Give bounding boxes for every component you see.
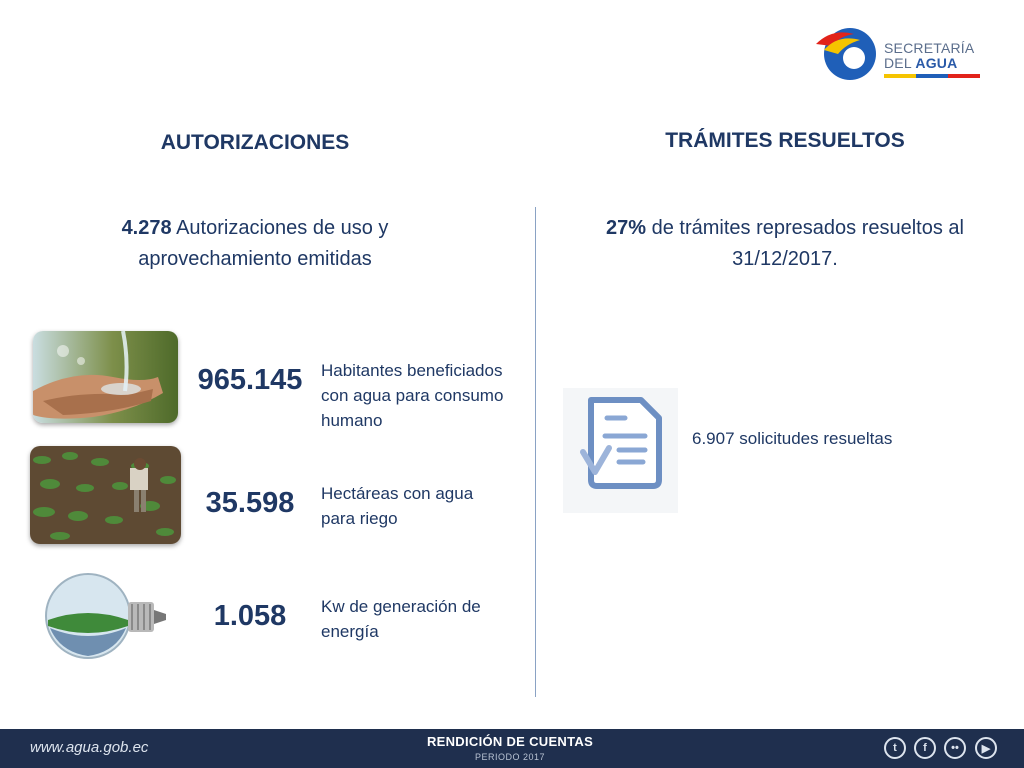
stat-value-hectareas: 35.598 — [205, 487, 295, 519]
facebook-icon[interactable]: f — [914, 737, 936, 759]
document-check-icon — [563, 388, 678, 513]
stat-value-kw: 1.058 — [213, 600, 287, 632]
autorizaciones-count: 4.278 — [121, 217, 172, 239]
footer-subtitle: PERIODO 2017 — [474, 752, 546, 762]
tramites-heading: TRÁMITES RESUELTOS — [665, 129, 905, 152]
solicitudes-resueltas-label: 6.907 solicitudes resueltas — [692, 429, 893, 448]
footer-title: RENDICIÓN DE CUENTAS — [426, 734, 594, 749]
stat-label-hectareas: Hectáreas con agua para riego — [321, 484, 474, 528]
secretaria-del-agua-logo — [810, 24, 985, 84]
logo-line-2a: DEL — [884, 55, 916, 71]
footer-bar — [0, 729, 1024, 768]
tramites-summary-text: de trámites represados resueltos al 31/12/2017. — [646, 217, 964, 270]
youtube-icon[interactable]: ▶ — [975, 737, 997, 759]
twitter-icon[interactable]: t — [884, 737, 906, 759]
flickr-icon[interactable]: •• — [944, 737, 966, 759]
flag-stripe — [884, 74, 980, 78]
autorizaciones-heading: AUTORIZACIONES — [160, 131, 350, 154]
stat-label-kw: Kw de generación de energía — [321, 597, 481, 641]
stat-value-habitantes: 965.145 — [197, 364, 303, 396]
water-hands-photo — [33, 331, 178, 423]
footer-url-link[interactable]: www.agua.gob.ec — [30, 739, 149, 756]
lightbulb-landscape-photo — [30, 570, 178, 665]
logo-line-2b: AGUA — [915, 55, 958, 71]
stat-label-habitantes: Habitantes beneficiados con agua para consumo humano — [321, 361, 504, 430]
column-divider — [535, 207, 536, 697]
water-drop-logo-icon — [810, 24, 876, 84]
irrigated-field-photo — [30, 446, 181, 544]
logo-line-1: SECRETARÍA — [884, 40, 975, 56]
tramites-percent: 27% — [606, 217, 647, 239]
autorizaciones-summary-text: Autorizaciones de uso y aprovechamiento emitidas — [138, 217, 389, 270]
autorizaciones-summary — [70, 213, 440, 275]
tramites-summary — [600, 213, 970, 275]
